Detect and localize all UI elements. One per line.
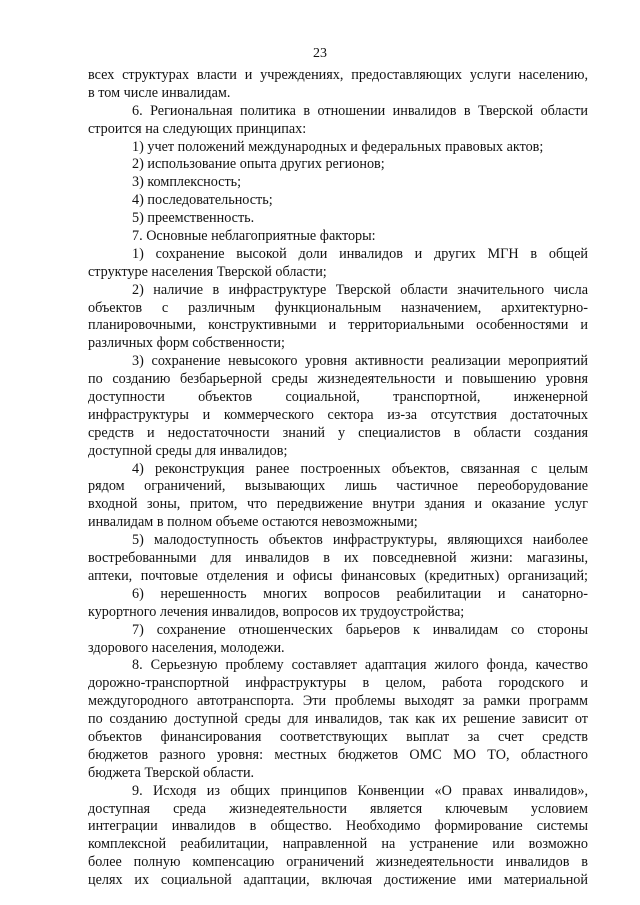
text-line: востребованными для инвалидов в их повседневной жизни: магазины, [88,550,588,567]
text-line: рядом ограничений, вызывающих лишь частичное переоборудование [88,478,588,495]
text-line: комплексной реабилитации, направленной на устранение или возможно [88,836,588,853]
text-line: по созданию доступной среды для инвалидов, так как их решение зависит от [88,711,588,728]
text-line: в том числе инвалидам. [88,84,231,101]
text-line: 9. Исходя из общих принципов Конвенции «О правах инвалидов», [132,782,588,799]
text-line: по созданию безбарьерной среды жизнедеятельности и повышению уровня [88,371,588,388]
text-line: 5) малодоступность объектов инфраструктуры, являющихся наиболее [132,532,588,549]
text-line: здорового населения, молодежи. [88,639,285,656]
text-line: 3) сохранение невысокого уровня активности реализации мероприятий [132,353,588,370]
text-line: входной зоны, притом, что передвижение внутри здания и оказание услуг [88,496,588,513]
text-line: средств и недостаточности знаний у специалистов в области создания [88,424,588,441]
text-line: планировочными, конструктивными и территориальными особенностями и [88,317,588,334]
text-line: различных форм собственности; [88,335,285,352]
text-line: строится на следующих принципах: [88,120,307,137]
text-line: всех структурах власти и учреждениях, предоставляющих услуги населению, [88,67,588,83]
text-line: 2) наличие в инфраструктуре Тверской области значительного числа [132,281,588,298]
text-line: доступная среда жизнедеятельности является ключевым условием [88,800,588,817]
text-line: 6) нерешенность многих вопросов реабилитации и санаторно- [132,585,588,602]
page-number: 23 [313,46,327,61]
text-line: интеграции инвалидов в общество. Необходимо формирование системы [88,818,588,835]
text-line: 2) использование опыта других регионов; [132,156,385,173]
text-line: 3) комплексность; [132,174,242,191]
text-line: 7. Основные неблагоприятные факторы: [132,228,376,245]
text-line: целях их социальной адаптации, включая достижение ими материальной [88,872,588,889]
text-line: доступной среды для инвалидов; [88,442,288,459]
text-line: инфраструктуры и коммерческого сектора из-за отсутствия достаточных [88,406,588,423]
text-line: аптеки, почтовые отделения и офисы финансовых (кредитных) организаций; [88,567,588,584]
text-line: структуре населения Тверской области; [88,263,327,280]
text-line: объектов с различным функциональным назначением, архитектурно- [88,299,588,316]
text-line: 4) последовательность; [132,192,273,209]
text-line: доступности объектов социальной, транспортной, инженерной [88,389,588,406]
text-line: 1) сохранение высокой доли инвалидов и других МГН в общей [132,245,588,262]
text-line: бюджета Тверской области. [88,764,255,781]
text-line: курортного лечения инвалидов, вопросов их трудоустройства; [88,603,465,620]
text-line: инвалидам в полном объеме остаются невозможными; [88,514,418,531]
text-line: более полную компенсацию ограничений жизнедеятельности инвалидов в [88,854,588,871]
text-line: 6. Региональная политика в отношении инвалидов в Тверской области [132,102,588,119]
text-line: 1) учет положений международных и федеральных правовых актов; [132,138,544,155]
text-line: 4) реконструкция ранее построенных объектов, связанная с целым [132,460,588,477]
document-body [88,67,588,890]
text-line: объектов финансирования соответствующих выплат за счет средств [88,728,588,745]
text-line: бюджетов разного уровня: местных бюджетов ОМС МО ТО, областного [88,746,588,763]
text-line: 8. Серьезную проблему составляет адаптация жилого фонда, качество [132,657,588,674]
text-line: 5) преемственность. [132,210,255,227]
text-line: 7) сохранение отношенческих барьеров к инвалидам со стороны [132,621,588,638]
text-line: дорожно-транспортной инфраструктуры в целом, работа городского и [88,675,588,692]
text-line: междугородного автотранспорта. Эти проблемы выходят за рамки программ [88,693,588,710]
